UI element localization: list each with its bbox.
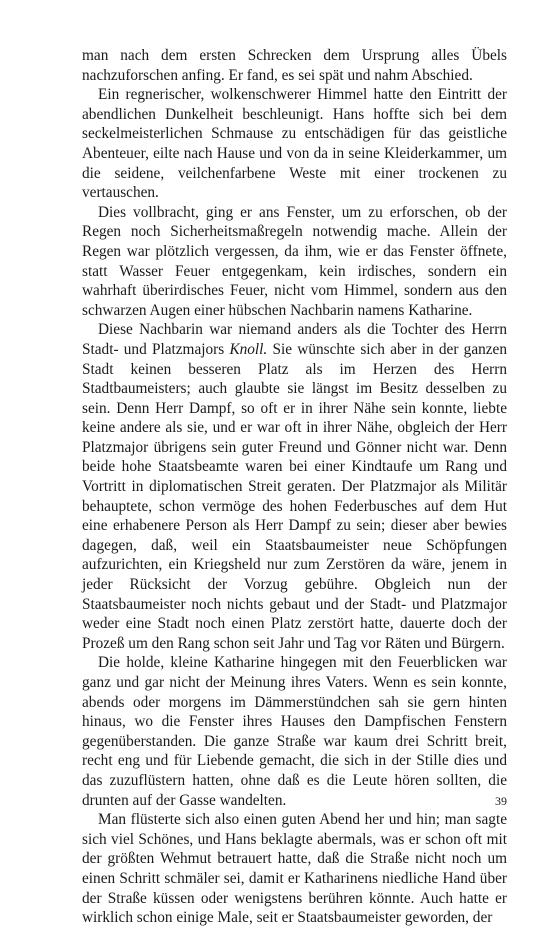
paragraph-2: Ein regnerischer, wolkenschwerer Himmel hatte den Eintritt der abendlichen Dunkelheit beschleunigt. Hans hoffte sich bei dem seckelmeisterlichen Schmause zu entschädigen für das geistliche Abenteuer, eilte nach Hause und von da in seine Kleiderkammer, um die seidene, veilchenfarbene Weste mit einer trockenen zu vertauschen. (82, 86, 507, 202)
paragraph-6: Man flüsterte sich also einen guten Abend her und hin; man sagte sich viel Schönes, und Hans beklagte abermals, was er schon oft mit der größten Wehmut betrauert hatte, daß die Straße nicht noch um einen Schritt schmäler sei, damit er Katharinens niedliche Hand über der Straße küssen oder wenigstens berühren könnte. Auch hatte er wirklich schon einige Male, seit er Staatsbaumeister geworden, der (82, 811, 507, 927)
paragraph-5: Die holde, kleine Katharine hingegen mit den Feuerblicken war ganz und gar nicht der Meinung ihres Vaters. Wenn es sein konnte, abends oder morgens im Dämmerstündchen sah sie gern hinten hinaus, wo die Fenster ihres Hauses den Dampfischen Fenstern gegenüberstanden. Die ganze Straße war kaum drei Schritt breit, recht eng und für Liebende gemacht, die sich in der Stille dies und das zuzuflüstern hatten, ohne daß es die Leute hören sollten, die drunten auf der Gasse wandelten. (82, 654, 507, 809)
paragraph-4-text-after: Sie wünschte sich aber in der ganzen Stadt keinen besseren Platz als im Herzen des Herrn Stadtbaumeisters; auch glaubte sie längst im Besitz desselben zu sein. Denn Herr Dampf, so oft er in ihrer Nähe sein konnte, liebte keine andere als sie, und er war oft in ihrer Nähe, obgleich der Herr Platzmajor übrigens sein guter Freund und Gönner nicht war. Denn beide hohe Staatsbeamte waren bei einer Kindtaufe um Rang und Vortritt in diplomatischen Streit geraten. Der Platzmajor als Militär behauptete, schon vermöge des hohen Federbusches auf dem Hut eine erhabenere Person als Herr Dampf zu sein; dieser aber bewies dagegen, daß, weil ein Staatsbaumeister neue Schöpfungen aufzurichten, ein Kriegsheld nur zum Zerstören da wäre, jenem in jeder Rücksicht der Vorzug gebühre. Obgleich nun der Staatsbaumeister noch nichts gebaut und der Stadt- und Platzmajor weder eine Stadt noch einen Platz zerstört hatte, dauerte doch der Prozeß um den Rang schon seit Jahr und Tag vor Räten und Bürgern. (82, 340, 507, 652)
page-number: 39 (495, 794, 507, 808)
paragraph-1: man nach dem ersten Schrecken dem Ursprung alles Übels nachzuforschen anfing. Er fand, es sei spät und nahm Abschied. (82, 47, 507, 84)
name-knoll: Knoll. (229, 340, 268, 358)
paragraph-4-text-before: Diese Nachbarin war niemand anders als die Tochter des Herrn Stadt- und Platzmajors (82, 321, 507, 358)
paragraph-3: Dies vollbracht, ging er ans Fenster, um zu erforschen, ob der Regen noch Sicherheitsmaßregeln notwendig mache. Allein der Regen war plötzlich vergessen, da ihm, wie er das Fenster öffnete, statt Wasser Feuer entgegenkam, kein irdisches, sondern ein wahrhaft überirdisches Feuer, nicht vom Himmel, sondern aus den schwarzen Augen einer hübschen Nachbarin namens Katharine. (82, 203, 507, 319)
page-body (82, 46, 507, 928)
paragraph-4 (82, 320, 507, 653)
